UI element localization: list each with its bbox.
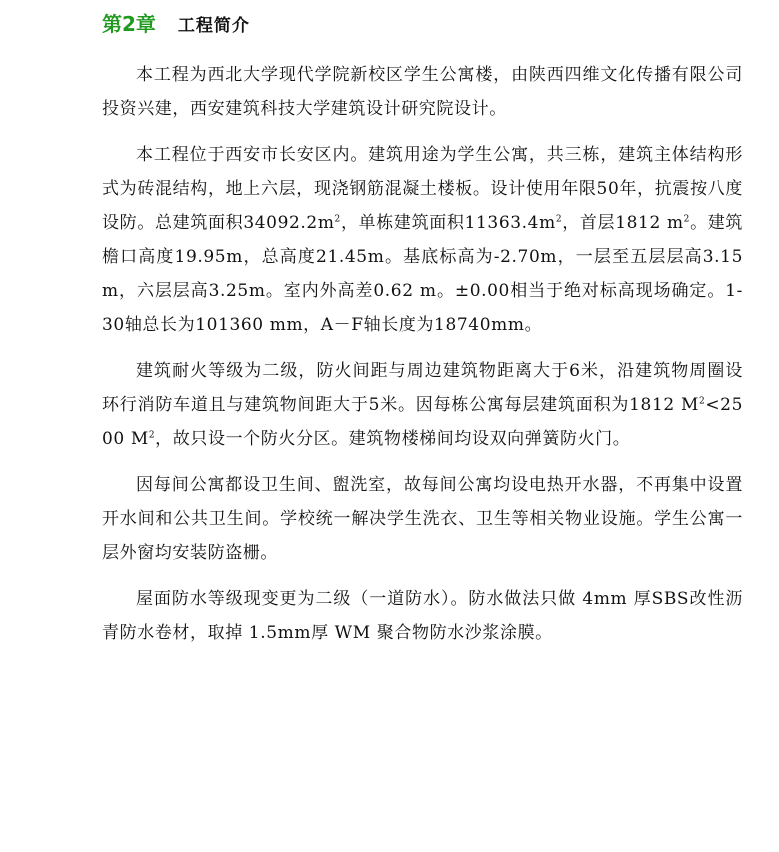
superscript-unit: 2	[698, 396, 706, 407]
paragraph-text: 本工程位于西安市长安区内。建筑用途为学生公寓，共三栋，建筑主体结构形式为砖混结构，地上六层，现浇钢筋混凝土楼板。设计使用年限50年，抗震按八度设防。总建筑面积34092.2m	[102, 145, 743, 233]
paragraph-text: ，单栋建筑面积11363.4m	[340, 213, 556, 233]
paragraph-text: ，首层1812 m	[562, 213, 684, 233]
document-body	[102, 58, 743, 662]
paragraph-text: 建筑耐火等级为二级，防火间距与周边建筑物距离大于6米，沿建筑物周圈设环行消防车道且与建筑物间距大于5米。因每栋公寓每层建筑面积为1812 M	[102, 361, 743, 415]
paragraph-facilities	[102, 468, 743, 570]
paragraph-roof-waterproofing	[102, 582, 743, 650]
paragraph-text: ，故只设一个防火分区。建筑物楼梯间均设双向弹簧防火门。	[155, 429, 631, 449]
superscript-unit: 2	[334, 214, 341, 225]
paragraph-location-structure	[102, 138, 743, 342]
paragraph-text: 。建筑檐口高度19.95m，总高度21.45m。基底标高为-2.70m，一层至五层层高3.15m，六层层高3.25m。室内外高差0.62 m。±0.00相当于绝对标高现场确定。1-30轴总长为101360 mm，A－F轴长度为18740mm。	[102, 213, 743, 335]
superscript-unit: 2	[555, 214, 563, 225]
paragraph-fire-safety	[102, 354, 743, 456]
paragraph-project-overview	[102, 58, 743, 126]
paragraph-text: 本工程为西北大学现代学院新校区学生公寓楼，由陕西四维文化传播有限公司投资兴建，西安建筑科技大学建筑设计研究院设计。	[102, 65, 743, 119]
chapter-title: 工程简介	[177, 16, 250, 36]
paragraph-text: <2500 M	[102, 395, 743, 449]
superscript-unit: 2	[683, 214, 690, 225]
chapter-heading	[102, 8, 743, 44]
paragraph-text: 屋面防水等级现变更为二级（一道防水）。防水做法只做 4mm 厚SBS改性沥青防水卷材，取掉 1.5mm厚 WM 聚合物防水沙浆涂膜。	[102, 589, 743, 643]
paragraph-text: 因每间公寓都设卫生间、盥洗室，故每间公寓均设电热开水器，不再集中设置开水间和公共卫生间。学校统一解决学生洗衣、卫生等相关物业设施。学生公寓一层外窗均安装防盗栅。	[102, 475, 743, 563]
superscript-unit: 2	[148, 430, 156, 441]
chapter-number: 第2章	[102, 12, 156, 36]
